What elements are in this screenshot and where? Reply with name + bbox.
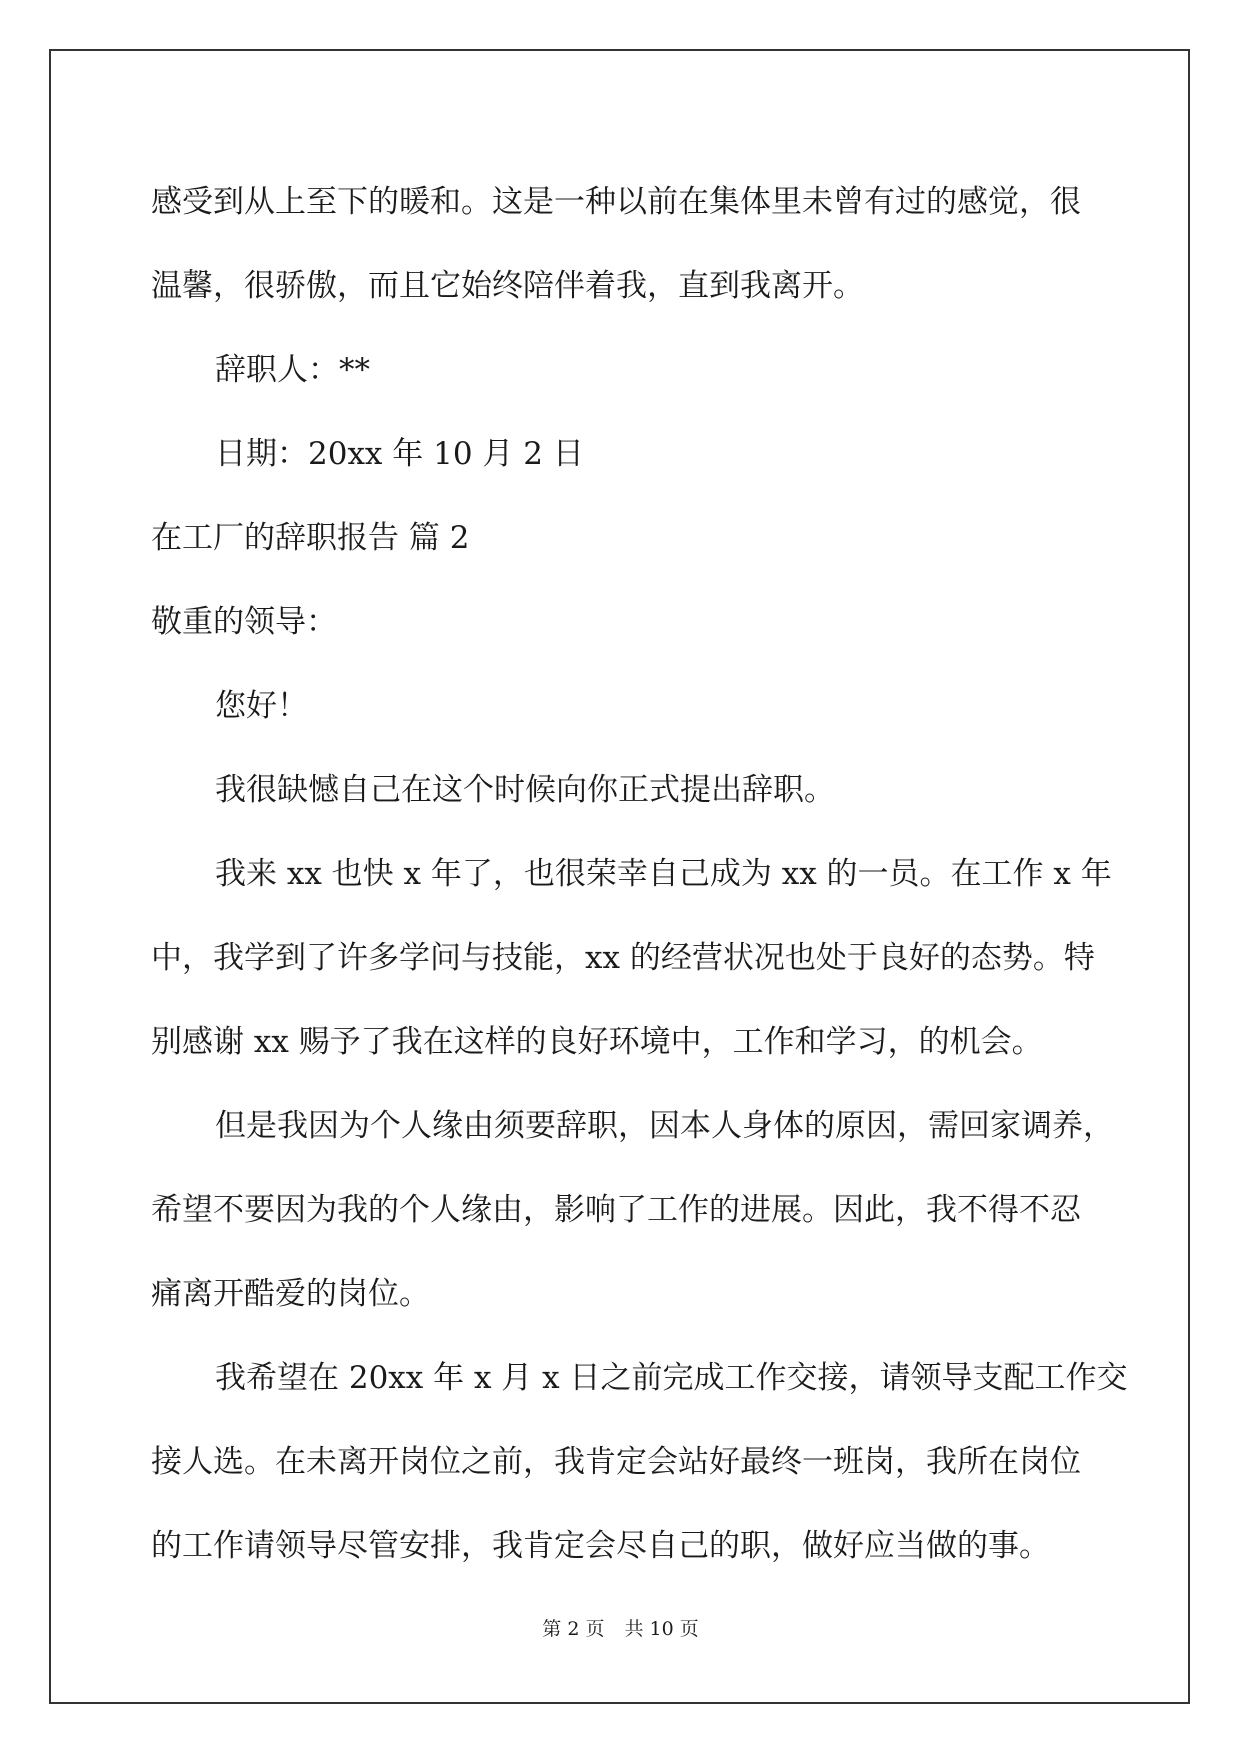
section-heading: 在工厂的辞职报告 篇 2 — [151, 520, 470, 556]
text-line: 接人选。在未离开岗位之前，我肯定会站好最终一班岗，我所在岗位 — [151, 1444, 1081, 1480]
text-line: 别感谢 xx 赐予了我在这样的良好环境中，工作和学习，的机会。 — [151, 1024, 1043, 1060]
salutation: 敬重的领导： — [151, 604, 337, 640]
text-line: 痛离开酷爱的岗位。 — [151, 1276, 430, 1312]
page-total: 共 10 页 — [624, 1618, 699, 1640]
text-line: 中，我学到了许多学问与技能，xx 的经营状况也处于良好的态势。特 — [151, 940, 1095, 976]
text-line: 的工作请领导尽管安排，我肯定会尽自己的职，做好应当做的事。 — [151, 1528, 1050, 1564]
text-line: 我很缺憾自己在这个时候向你正式提出辞职。 — [215, 772, 835, 808]
text-line: 我来 xx 也快 x 年了，也很荣幸自己成为 xx 的一员。在工作 x 年 — [215, 856, 1112, 892]
text-line: 感受到从上至下的暖和。这是一种以前在集体里未曾有过的感觉，很 — [151, 184, 1081, 220]
page-footer — [0, 1614, 1241, 1641]
page-number: 第 2 页 — [542, 1618, 605, 1640]
date-line: 日期：20xx 年 10 月 2 日 — [215, 436, 584, 472]
text-line: 希望不要因为我的个人缘由，影响了工作的进展。因此，我不得不忍 — [151, 1192, 1081, 1228]
text-line: 温馨，很骄傲，而且它始终陪伴着我，直到我离开。 — [151, 268, 864, 304]
text-line: 但是我因为个人缘由须要辞职，因本人身体的原因，需回家调养， — [215, 1108, 1114, 1144]
greeting: 您好！ — [215, 688, 308, 724]
document-body — [151, 160, 1128, 1588]
text-line: 我希望在 20xx 年 x 月 x 日之前完成工作交接，请领导支配工作交 — [215, 1360, 1128, 1396]
resigner-line: 辞职人：** — [215, 352, 370, 388]
